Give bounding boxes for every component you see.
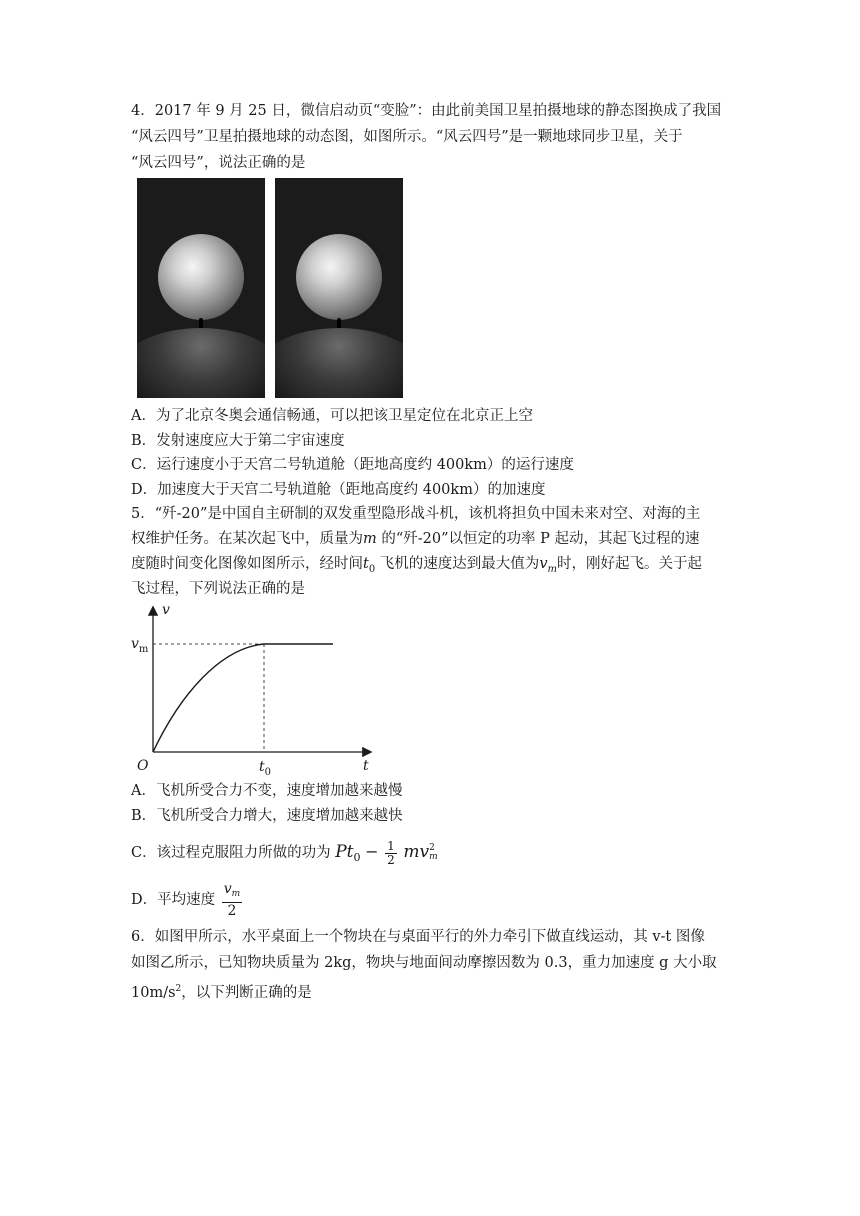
vt-graph — [125, 600, 380, 778]
earth-photo-left — [137, 178, 265, 398]
q5-option-c — [131, 837, 438, 873]
q6-unit-exponent: 2 — [175, 984, 182, 994]
q6-stem-line1: 6．如图甲所示，水平桌面上一个物块在与桌面平行的外力牵引下做直线运动，其 v-t 图像 — [131, 929, 705, 945]
horizon-glow — [275, 328, 403, 398]
vm-tick-label — [131, 636, 149, 655]
q4-option-a: A．为了北京冬奥会通信畅通，可以把该卫星定位在北京正上空 — [131, 408, 533, 424]
earth-globe-icon — [296, 234, 382, 320]
q5-stem-text: 时，刚好起飞。关于起 — [557, 556, 702, 572]
q5-stem-line1: 5．“歼-20”是中国自主研制的双发重型隐形战斗机，该机将担负中国未来对空、对海的主 — [131, 506, 701, 522]
t-axis-label: t — [363, 758, 369, 774]
q6-stem-line2: 如图乙所示，已知物块质量为 2kg，物块与地面间动摩擦因数为 0.3，重力加速度 g 大小取 — [131, 955, 717, 971]
fraction-half: $\frac{1}{2}$ — [387, 838, 395, 867]
q5-option-b: B．飞机所受合力增大，速度增加越来越快 — [131, 808, 403, 824]
t0-symbol — [363, 556, 376, 575]
q5-stem-line4: 飞过程，下列说法正确的是 — [131, 581, 305, 597]
earth-photo-right — [275, 178, 403, 398]
q6-unit: 10m/s — [131, 984, 176, 1001]
v-letter: v — [539, 556, 548, 572]
q5-stem-text: 权维护任务。在某次起飞中，质量为 — [131, 531, 363, 547]
m-subscript: m — [547, 564, 557, 575]
person-silhouette-icon — [199, 318, 203, 328]
vm-letter: v — [131, 636, 139, 652]
q5-stem-text: 的“歼-20”以恒定的功率 P 起动，其起飞过程的速 — [376, 531, 700, 547]
q5-stem-line2 — [131, 529, 700, 549]
velocity-curve — [153, 644, 264, 752]
q5-stem-line3 — [131, 554, 702, 580]
q4-option-d: D．加速度大于天宫二号轨道舱（距地高度约 400km）的加速度 — [131, 482, 546, 498]
q4-stem-line3: “风云四号”，说法正确的是 — [131, 155, 306, 171]
fraction-vm-over-2: $\frac{v_m}{2}$ — [223, 881, 241, 919]
q6-stem-line3 — [131, 979, 312, 1003]
q5-option-a: A．飞机所受合力不变，速度增加越来越慢 — [131, 783, 403, 799]
q4-option-c: C．运行速度小于天宫二号轨道舱（距地高度约 400km）的运行速度 — [131, 457, 574, 473]
vm-subscript: m — [138, 644, 149, 655]
q4-stem-line2: “风云四号”卫星拍摄地球的动态图，如图所示。“风云四号”是一颗地球同步卫星，关于 — [131, 129, 683, 145]
t-subscript: 0 — [368, 564, 376, 575]
q5-stem-text: 度随时间变化图像如图所示，经时间 — [131, 556, 363, 572]
q4-stem-line1: 4．2017 年 9 月 25 日，微信启动页“变脸”：由此前美国卫星拍摄地球的静态图换成了我国 — [131, 103, 722, 119]
q5-stem-text: 飞机的速度达到最大值为 — [375, 556, 540, 572]
t0-letter: t — [259, 759, 265, 775]
t-letter: t — [363, 556, 369, 572]
t0-subscript: 0 — [264, 767, 272, 778]
minus-sign: − — [365, 842, 379, 861]
mass-symbol: m — [363, 531, 377, 547]
origin-label: O — [137, 758, 149, 774]
vm-symbol — [539, 556, 557, 575]
q5-option-d — [131, 881, 244, 919]
option-c-text: C．该过程克服阻力所做的功为 — [131, 845, 331, 861]
option-d-text: D．平均速度 — [131, 892, 216, 908]
earth-globe-icon — [158, 234, 244, 320]
horizon-glow — [137, 328, 265, 398]
person-silhouette-icon — [337, 318, 341, 328]
formula-pt0: $Pt_0$ — [335, 842, 361, 864]
q4-option-b: B．发射速度应大于第二宇宙速度 — [131, 433, 345, 449]
t0-tick-label — [259, 759, 271, 778]
v-axis-label: v — [162, 602, 170, 618]
formula-mvm2: mv 2 m — [403, 842, 438, 862]
q6-stem-text: ，以下判断正确的是 — [181, 984, 312, 1001]
